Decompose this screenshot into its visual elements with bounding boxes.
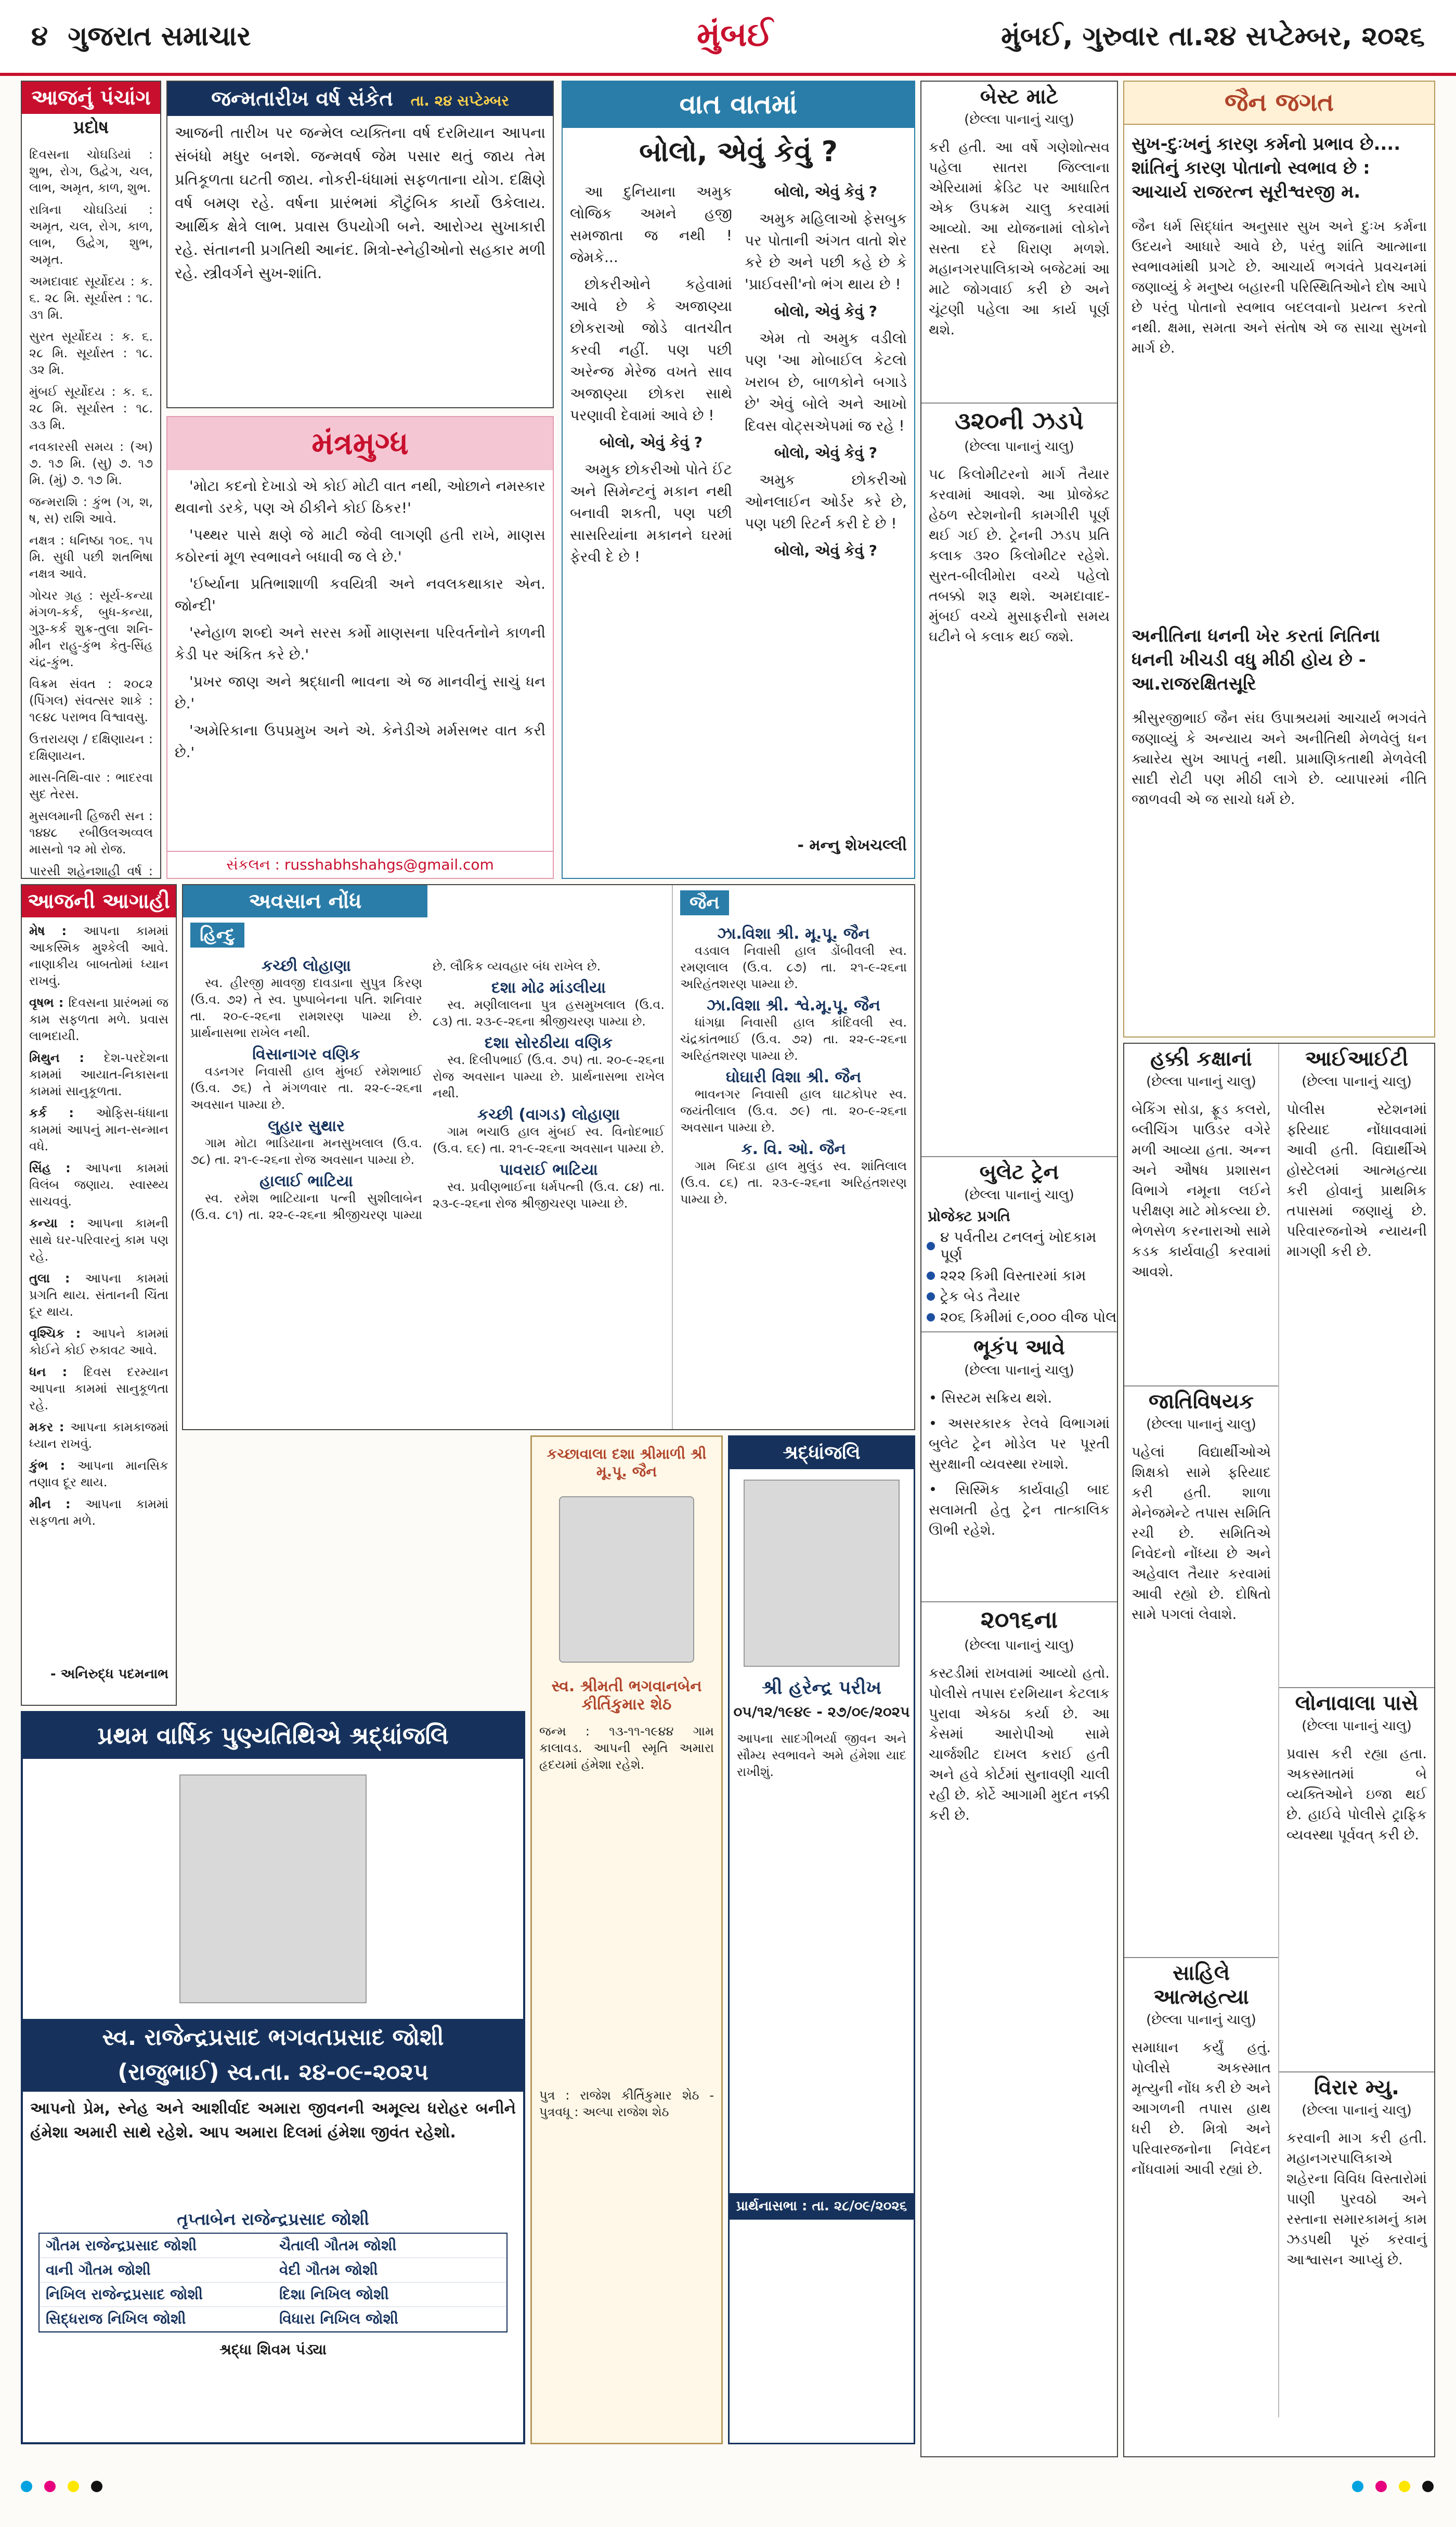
horoscope-entry (29, 1496, 168, 1529)
horoscope-text: દિવસ દરમ્યાન આપના કામમાં સાનુકૂળતા રહે. (29, 1365, 168, 1412)
panchang-line: નક્ષત્ર : ધનિષ્ઠા ૧૦૬. ૧૫ મિ. સુધી પછી શતભિષા નક્ષત્ર આવે. (29, 533, 153, 581)
page-number-and-paper (31, 21, 251, 53)
ad-joshi-family (38, 2233, 508, 2332)
jativishayak-title: જાતિવિષયક (1148, 1390, 1254, 1414)
horoscope-sign: મીન : (29, 1497, 85, 1511)
birthday-box (166, 81, 554, 408)
aagahi-box (21, 884, 177, 1706)
obituary-text: વડનગર નિવાસી હાલ મુંબઈ રમેશભાઈ (ઉ.વ. ૭૬) તે મંગળવાર તા. ૨૨-૯-૨૬ના અવસાન પામ્યા છે. (190, 1064, 422, 1112)
horoscope-text: આપના માનસિક તણાવ દૂર થાય. (29, 1458, 168, 1489)
horoscope-entry (29, 1325, 168, 1358)
virar-sub: (છેલ્લા પાનાનું ચાલુ) (1302, 2103, 1412, 2118)
ad-joshi-message: આપનો પ્રેમ, સ્નેહ અને આશીર્વાદ અમારા જીવનની અમૂલ્ય ધરોહર બનીને હંમેશા અમારી સાથે રહેશે. આપ અમારા દિલમાં હંમેશા જીવંત રહેશો. (30, 2100, 516, 2142)
ad-joshi-name: સ્વ. રાજેન્દ્રપ્રસાદ ભગવતપ્રસાદ જોશી (23, 2019, 523, 2056)
bullet-fact-text: ટ્રેક બેડ તૈયાર (940, 1288, 1021, 1305)
horoscope-sign: મિથુન : (29, 1051, 104, 1065)
ad-parikh-prayer: પ્રાર્થનાસભા : તા. ૨૮/૦૯/૨૦૨૬ (730, 2193, 914, 2220)
ad-joshi-footer: શ્રદ્ધા શિવમ પંડ્યા (219, 2341, 327, 2358)
horoscope-text: આપના કામમાં પ્રગતિ થાય. સંતાનની ચિંતા દૂર થાય. (29, 1271, 168, 1319)
obituary-heading: કચ્છી લોહાણા (262, 957, 351, 975)
horoscope-text: આપને કામમાં કોઈને કોઈ રુકાવટ આવે. (29, 1326, 168, 1357)
ad-parikh-heading: શ્રદ્ધાંજલિ (730, 1437, 914, 1469)
jain-headline-2: અનીતિના ધનની ખેર કરતાં નિતિના ધનની ખીચડી વધુ મીઠી હોય છે - આ.રાજરક્ષિતસૂરિ (1132, 626, 1380, 694)
bhukamp-title: ભૂકંપ આવે (973, 1336, 1065, 1359)
horoscope-text: આપના કામની સાથે ઘર-પરિવારનું કામ પણ રહે. (29, 1216, 168, 1264)
mantra-quote: 'પથ્થર પાસે ક્ષણે જે માટી જેવી લાગણી હતી રાખે, માણસ કઠોરનાં મૂળ સ્વભાવને બધાવી જ લે છે.' (175, 526, 545, 565)
obituary-heading: ઝા.વિશા શ્રી. શ્વે.મૂ.પૂ. જૈન (707, 996, 880, 1015)
year2016-sub: (છેલ્લા પાનાનું ચાલુ) (964, 1638, 1074, 1653)
panchang-line: મુસલમાની હિજરી સન : ૧૪૪૮ રબીઉલઅવ્વલ માસનો ૧૨ મો રોજ. (29, 809, 153, 857)
mantra-quote: 'અમેરિકાના ઉપપ્રમુખ અને એ. કેનેડીએ મર્મસભર વાત કરી છે.' (175, 722, 545, 761)
jativishayak-text: પહેલાં વિદ્યાર્થીઓએ શિક્ષકો સામે ફરિયાદ કરી હતી. શાળા મેનેજમેન્ટે તપાસ સમિતિ રચી છે. સમિતિએ નિવેદનો નોંધ્યા છે અને અહેવાલ તૈયાર કરવામાં આવી રહ્યો છે. દોષિતો સામે પગલાં લેવાશે. (1132, 1444, 1271, 1623)
lonavala-sub: (છેલ્લા પાનાનું ચાલુ) (1302, 1718, 1412, 1734)
iit-sub: (છેલ્લા પાનાનું ચાલુ) (1302, 1074, 1412, 1090)
bullet-fact-row (921, 1288, 1117, 1305)
vaat-paragraph: અમુક છોકરીઓ પોતે ઈંટ અને સિમેન્ટનું મકાન નથી બનાવી શકતી, પણ પછી સાસરિયાંના મકાનને ઘરમાં ફેરવી દે છે ! (570, 461, 732, 565)
panchang-line: સુરત સૂર્યોદય : ક. ૬. ૨૮ મિ. સૂર્યાસ્ત : ૧૮. ૩૨ મિ. (29, 329, 153, 377)
yellow-dot-icon (68, 2481, 79, 2492)
avsan-box (182, 884, 915, 1430)
year2016-text: કસ્ટડીમાં રાખવામાં આવ્યો હતો. પોલીસે તપાસ દરમિયાન કેટલાક પુરાવા એકઠા કર્યા છે. આ કેસમાં આરોપીઓ સામે ચાર્જશીટ દાખલ કરાઈ હતી અને હવે કોર્ટમાં સુનાવણી ચાલી રહી છે. કોર્ટે આગામી મુદત નક્કી કરી છે. (929, 1665, 1110, 1823)
horoscope-entry (29, 994, 168, 1044)
bhukamp-point: • સિસ્મિક કાર્યવાહી બાદ સલામતી હેતુ ટ્રેન તાત્કાલિક ઊભી રહેશે. (929, 1482, 1110, 1538)
black-dot-icon (91, 2481, 102, 2492)
bullet-dot-icon (927, 1292, 935, 1301)
jain-text-2: શ્રીસુરજીભાઈ જૈન સંઘ ઉપાશ્રયમાં આચાર્ય ભગવંતે જણાવ્યું કે અન્યાય અને અનીતિથી મેળવેલું ધન ક્યારેય સુખ આપતું નથી. પ્રામાણિકતાથી મેળવેલી સાદી રોટી પણ મીઠી લાગે છે. વ્યાપારમાં નીતિ જાળવવી એ જ સાચો ધર્મ છે. (1132, 710, 1427, 808)
panchang-line: અમદાવાદ સૂર્યોદય : ક. ૬. ૨૮ મિ. સૂર્યાસ્ત : ૧૮. ૩૧ મિ. (29, 274, 153, 322)
divider (1124, 1957, 1278, 1958)
obituary-text: સ્વ. હીરજી માવજી દાવડાના સુપુત્ર કિરણ (ઉ.વ. ૭૨) તે સ્વ. પુષ્પાબેનના પતિ. શનિવાર તા. ૨૦-૯-૨૬ના રામશરણ પામ્યા છે. પ્રાર્થનાસભા રાખેલ નથી. (190, 976, 422, 1040)
cyan-dot-icon (1352, 2481, 1363, 2492)
avsan-category-hindu: હિન્દુ (190, 923, 244, 948)
aagahi-list (22, 917, 176, 1666)
hakki-title: હક્કી કક્ષાનાં (1150, 1047, 1252, 1071)
panchang-line: જન્મરાશિ : કુંભ (ગ, શ, ષ, સ) રાશિ આવે. (29, 495, 153, 526)
horoscope-sign: સિંહ : (29, 1161, 86, 1175)
jativishayak-sub: (છેલ્લા પાનાનું ચાલુ) (1146, 1417, 1256, 1432)
aagahi-author: - અનિરુદ્ધ પદમનાભ (50, 1666, 168, 1682)
vaat-paragraph: બોલો, એવું કેવું ? (774, 542, 877, 559)
obituary-text: ભાવનગર નિવાસી હાલ ઘાટકોપર સ્વ. જયંતીલાલ (ઉ.વ. ૭૯) તા. ૨૦-૯-૨૬ના અવસાન પામ્યા છે. (680, 1087, 907, 1135)
panchang-line: વિક્રમ સંવત : ૨૦૮૨ (પિંગલ) સંવત્સર શાકે : ૧૯૪૮ પરાભવ વિશ્વાવસુ. (29, 677, 153, 724)
ad-sheth-name: સ્વ. શ્રીમતી ભગવાનબેન કીર્તિકુમાર શેઠ (551, 1677, 702, 1714)
portrait-photo (559, 1496, 694, 1663)
avsan-category-jain: જૈન (680, 890, 729, 915)
dateline: મુંબઈ, ગુરુવાર તા.૨૪ સપ્ટેમ્બર, ૨૦૨૬ (1001, 21, 1425, 52)
vaat-paragraph: બોલો, એવું કેવું ? (774, 444, 877, 461)
mantra-contact: સંકલન : russhabhshahgs@gmail.com (167, 851, 553, 878)
bullet-fact-text: ૨૦૬ કિમીમાં ૯,૦૦૦ વીજ પોલ (940, 1308, 1117, 1326)
news-column-6-7 (1123, 1043, 1435, 2457)
best-mate-title: બેસ્ટ માટે (980, 85, 1059, 109)
hakki-text: બેકિંગ સોડા, ફ્રૂડ કલરો, બ્લીચિંગ પાઉડર વગેરે મળી આવ્યા હતા. અન્ન અને ઔષધ પ્રશાસન વિભાગે નમૂના લઈને પરીક્ષણ માટે મોકલ્યા છે. ભેળસેળ કરનારાઓ સામે કડક કાર્યવાહી કરવામાં આવશે. (1132, 1101, 1271, 1280)
vaat-headline: બોલો, એવું કેવું ? (639, 135, 838, 168)
bullet-fact-text: ૪ પર્વતીય ટનલનું ખોદકામ પૂર્ણ (940, 1228, 1097, 1263)
vaat-box (562, 81, 915, 879)
family-member-name: દિશા નિખિલ જોશી (273, 2283, 506, 2307)
horoscope-text: દિવસના પ્રારંભમાં જ કામ સફળતા મળે. પ્રવાસ લાભદાયી. (29, 995, 168, 1043)
horoscope-sign: તુલા : (29, 1271, 85, 1286)
registration-marks-left (21, 2481, 112, 2496)
bullet-fact-row (921, 1267, 1117, 1285)
year2016-title: ૨૦૧૬ના (980, 1605, 1058, 1634)
horoscope-sign: કર્ક : (29, 1106, 96, 1120)
panchang-lines (22, 141, 160, 879)
ad-sheth-heading: કચ્છાવાલા દશા શ્રીમાળી શ્રી મૂ.પૂ. જૈન (547, 1445, 707, 1480)
horoscope-text: આપના કામમાં વિલંબ જણાય. સ્વાસ્થ્ય સાચવવું. (29, 1161, 168, 1209)
portrait-photo (744, 1480, 900, 1667)
black-dot-icon (1422, 2481, 1434, 2492)
bullet-fact-text: ૨૨૨ કિમી વિસ્તારમાં કામ (940, 1267, 1086, 1284)
divider (921, 1331, 1117, 1332)
panchang-subtitle: પ્રદોષ (73, 117, 109, 138)
obituary-heading: હાલાઈ ભાટિયા (259, 1172, 353, 1190)
family-member-name: વાની ગૌતમ જોશી (40, 2258, 273, 2283)
registration-marks-right (1352, 2481, 1443, 2496)
virar-title: વિરાર મ્યુ. (1314, 2076, 1400, 2100)
bullet-train-sub: (છેલ્લા પાનાનું ચાલુ) (964, 1187, 1074, 1203)
panchang-box (21, 81, 161, 879)
mantra-quote: 'મોટા કદનો દેખાડો એ કોઈ મોટી વાત નથી, ઓછાને નમસ્કાર થવાનો ડરકે, પણ એ ઠીકીને કોઈ ઠિકર!' (175, 477, 545, 516)
zadap-sub: (છેલ્લા પાનાનું ચાલુ) (964, 439, 1074, 455)
page-number: ૪ (31, 21, 48, 52)
sahil-sub: (છેલ્લા પાનાનું ચાલુ) (1146, 2012, 1256, 2028)
vaat-paragraph: છોકરીઓને કહેવામાં આવે છે કે અજાણ્યા છોકરાઓ જોડે વાતચીત કરવી નહીં. પણ પછી અરેન્જ મેરેજ વખતે સાવ અજાણ્યા છોકરા સાથે પરણાવી દેવામાં આવે છે ! (570, 276, 732, 424)
vaat-paragraph: બોલો, એવું કેવું ? (600, 434, 703, 451)
mantra-quotes (167, 470, 553, 774)
family-member-name: સિદ્ધરાજ નિખિલ જોશી (40, 2307, 273, 2331)
horoscope-text: આપના કામમાં સફળતા મળે. (29, 1497, 168, 1528)
aagahi-title: આજની આગાહી (22, 885, 176, 917)
panchang-line: ઉત્તરાયણ / દક્ષિણાયન : દક્ષિણાયન. (29, 732, 153, 763)
virar-text: કરવાની માગ કરી હતી. મહાનગરપાલિકાએ શહેરના વિવિધ વિસ્તારોમાં પાણી પુરવઠો અને રસ્તાના સમારકામનું કામ ઝડપથી પૂરું કરવાનું આશ્વાસન આપ્યું છે. (1286, 2130, 1427, 2268)
iit-title: આઈઆઈટી (1305, 1047, 1409, 1071)
panchang-title: આજનું પંચાંગ (22, 82, 160, 114)
obituary-text: સ્વ. પ્રવીણભાઈના ધર્મપત્ની (ઉ.વ. ૮૪) તા. ૨૩-૯-૨૬ના રોજ શ્રીજીચરણ પામ્યા છે. (433, 1180, 665, 1211)
yellow-dot-icon (1399, 2481, 1410, 2492)
obituary-text: સ્વ. દિલીપભાઈ (ઉ.વ. ૭૫) તા. ૨૦-૯-૨૬ના રોજ અવસાન પામ્યા છે. પ્રાર્થનાસભા રાખેલ નથી. (433, 1053, 665, 1100)
horoscope-sign: મકર : (29, 1420, 71, 1434)
vaat-body (563, 176, 914, 836)
avsan-title: અવસાન નોંધ (183, 885, 427, 917)
hakki-sub: (છેલ્લા પાનાનું ચાલુ) (1146, 1074, 1256, 1090)
lonavala-text: પ્રવાસ કરી રહ્યા હતા. અકસ્માતમાં બે વ્યક્તિઓને ઇજા થઈ છે. હાઈવે પોલીસે ટ્રાફિક વ્યવસ્થા પૂર્વવત્ કરી છે. (1286, 1746, 1427, 1843)
bullet-facts-title: પ્રોજેક્ટ પ્રગતિ (928, 1208, 1010, 1225)
ad-parikh-name: શ્રી હરેન્દ્ર પરીખ (761, 1677, 882, 1699)
obituary-heading: પાવરાઈ ભાટિયા (499, 1161, 598, 1179)
portrait-photo (179, 1774, 367, 2003)
obituary-text: ગામ ભચાઉ હાલ મુંબઈ સ્વ. વિનોદભાઈ (ઉ.વ. ૬૯) તા. ૨૧-૯-૨૬ના અવસાન પામ્યા છે. (433, 1124, 665, 1156)
horoscope-text: આપના કામકાજમાં ધ્યાન રાખવું. (29, 1420, 168, 1451)
bullet-dot-icon (927, 1242, 935, 1250)
horoscope-entry (29, 1270, 168, 1320)
mantra-title: મંત્રમુગ્ધ (167, 417, 553, 470)
bhukamp-point: • સિસ્ટમ સક્રિય થશે. (929, 1390, 1052, 1406)
family-member-name: વિધારા નિખિલ જોશી (273, 2307, 506, 2331)
cyan-dot-icon (21, 2481, 32, 2492)
divider (921, 1156, 1117, 1157)
ad-parikh-dates: ૦૫/૧૨/૧૯૪૯ - ૨૭/૦૯/૨૦૨૫ (733, 1703, 910, 1720)
ad-joshi-nickname: (રાજુભાઈ) સ્વ.તા. ૨૪-૦૯-૨૦૨૫ (23, 2056, 523, 2092)
obituary-text: વડવાલ નિવાસી હાલ ડોંબીવલી સ્વ. રમણલાલ (ઉ.વ. ૮૭) તા. ૨૧-૯-૨૬ના અરિહંતશરણ પામ્યા છે. (680, 943, 907, 991)
mantra-quote: 'પ્રખર જાણ અને શ્રદ્ધાની ભાવના એ જ માનવીનું સાચું ધન છે.' (175, 673, 545, 712)
ad-parikh (728, 1435, 915, 2444)
bhukamp-points (921, 1383, 1117, 1601)
obituary-heading: દશા સોરઠીયા વણિક (484, 1034, 613, 1052)
jain-box (1123, 81, 1435, 1038)
obituary-text: ગામ મોટા ભાડિયાના મનસુખલાલ (ઉ.વ. ૭૮) તા. ૨૧-૯-૨૬ના રોજ અવસાન પામ્યા છે. (190, 1136, 422, 1167)
jain-avsan-entries (673, 921, 914, 1420)
horoscope-entry (29, 1160, 168, 1210)
birthday-title: જન્મતારીખ વર્ષ સંકેત (211, 87, 393, 111)
panchang-line: મુંબઈ સૂર્યોદય : ક. ૬. ૨૮ મિ. સૂર્યાસ્ત : ૧૮. ૩૩ મિ. (29, 384, 153, 432)
horoscope-sign: વૃશ્ચિક : (29, 1326, 92, 1341)
best-mate-sub: (છેલ્લા પાનાનું ચાલુ) (964, 112, 1074, 127)
obituary-text: સ્વ. રમેશ ભાટિયાના પત્ની સુશીલાબેન (ઉ.વ. ૮૧) તા. ૨૨-૯-૨૬ના શ્રીજીચરણ પામ્યા છે. લૌકિક વ્યવહાર બંધ રાખેલ છે. (190, 959, 601, 1222)
horoscope-text: ઓફિસ-ધંધાના કામમાં આપનું માન-સન્માન વધે. (29, 1106, 168, 1154)
obituary-heading: ક. વિ. ઓ. જૈન (741, 1140, 846, 1158)
zadap-title: ૩૨૦ની ઝડપે (955, 407, 1084, 435)
family-member-name: ચૈતાલી ગૌતમ જોશી (273, 2234, 506, 2258)
divider (921, 1601, 1117, 1602)
bullet-train-title: બુલેટ ટ્રેન (979, 1160, 1059, 1184)
family-member-name: નિખિલ રાજેન્દ્રપ્રસાદ જોશી (40, 2283, 273, 2307)
obituary-heading: વિસાનાગર વણિક (252, 1045, 360, 1064)
bullet-dot-icon (927, 1272, 935, 1280)
news-column-5 (920, 81, 1118, 2457)
paper-name: ગુજરાત સમાચાર (68, 21, 251, 52)
bullet-dot-icon (927, 1313, 935, 1321)
horoscope-sign: કુંભ : (29, 1458, 77, 1473)
horoscope-entry (29, 1105, 168, 1155)
ad-sheth (530, 1435, 723, 2444)
obituary-heading: લુહાર સુથાર (268, 1117, 345, 1135)
vaat-paragraph: એમ તો અમુક વડીલો પણ 'આ મોબાઈલ કેટલો ખરાબ છે, બાળકોને બગાડે છે' એવું બોલે અને આખો દિવસ વોટ્સએપમાં જ રહે ! (745, 330, 907, 434)
panchang-line: રાત્રિના ચોઘડિયાં : અમૃત, ચલ, રોગ, કાળ, લાભ, ઉદ્વેગ, શુભ, અમૃત. (29, 202, 153, 267)
horoscope-text: દેશ-પરદેશના કામમાં આયાત-નિકાસના કામમાં સાનુકૂળતા. (29, 1051, 168, 1098)
divider (921, 403, 1117, 404)
vaat-paragraph: અમુક મહિલાઓ ફેસબુક પર પોતાની અંગત વાતો શેર કરે છે અને પછી કહે છે કે 'પ્રાઈવસી'નો ભંગ થાય છે ! (745, 210, 907, 293)
ad-joshi-heading: પ્રથમ વાર્ષિક પુણ્યતિથિએ શ્રદ્ધાંજલિ (23, 1713, 523, 1759)
bullet-facts-list (921, 1228, 1117, 1326)
panchang-line: પારસી શહેનશાહી વર્ષ : (29, 864, 153, 878)
obituary-heading: ઘોઘારી વિશા શ્રી. જૈન (725, 1068, 862, 1086)
sahil-title: સાહિલે આત્મહત્યા (1153, 1961, 1249, 2009)
mantra-quote: 'સ્નેહાળ શબ્દો અને સરસ કર્મો માણસના પરિવર્તનોને કાળની કેડી પર અંકિત કરે છે.' (175, 624, 545, 663)
jain-headline: સુખ-દુઃખનું કારણ કર્મનો પ્રભાવ છે.... શાંતિનું કારણ પોતાનો સ્વભાવ છે : આચાર્ય રાજરત્ન સૂરીશ્વરજી મ. (1132, 134, 1401, 202)
panchang-line: માસ-તિથિ-વાર : ભાદરવા સુદ તેરસ. (29, 770, 153, 801)
horoscope-sign: વૃષભ : (29, 995, 69, 1010)
vaat-paragraph: આ દુનિયાના અમુક લોજિક અમને હજી સમજાતા જ નથી ! જેમકે... (570, 183, 732, 266)
birthday-date: તા. ૨૪ સપ્ટેમ્બર (410, 92, 509, 109)
horoscope-text: આપના કામમાં આકસ્મિક મુશ્કેલી આવે. નાણાકીય બાબતોમાં ધ્યાન રાખવું. (29, 924, 169, 988)
vaat-paragraph: અમુક છોકરીઓ ઓનલાઈન ઓર્ડર કરે છે, પણ પછી રિટર્ન કરી દે છે ! (745, 471, 907, 532)
horoscope-entry (29, 1457, 168, 1491)
zadap-text: ૫૮ કિલોમીટરનો માર્ગ તૈયાર કરવામાં આવશે. આ પ્રોજેક્ટ હેઠળ સ્ટેશનોની કામગીરી પૂર્ણ થઈ ગઈ છે. ટ્રેનની ઝડપ પ્રતિ કલાક ૩૨૦ કિલોમીટર રહેશે. સુરત-બીલીમોરા વચ્ચે પહેલો તબક્કો શરૂ થશે. અમદાવાદ-મુંબઈ વચ્ચે મુસાફરીનો સમય ઘટીને બે કલાક થઈ જશે. (929, 466, 1110, 645)
vaat-paragraph: બોલો, એવું કેવું ? (774, 303, 877, 320)
ad-joshi (21, 1711, 525, 2444)
obituary-heading: ઝા.વિશા શ્રી. મૂ.પૂ. જૈન (717, 925, 870, 943)
vaat-author: - મન્નુ શેખચલ્લી (797, 836, 907, 854)
bhukamp-sub: (છેલ્લા પાનાનું ચાલુ) (964, 1363, 1074, 1378)
ad-joshi-family-head: તૃપ્તાબેન રાજેન્દ્રપ્રસાદ જોશી (177, 2209, 369, 2229)
lonavala-title: લોનાવાલા પાસે (1295, 1691, 1419, 1715)
obituary-text: ગામ બિદડા હાલ મુલુંડ સ્વ. શાંતિલાલ (ઉ.વ. ૮૬) તા. ૨૩-૯-૨૬ના અરિહંતશરણ પામ્યા છે. (680, 1159, 907, 1207)
obituary-text: ધાંગધ્રા નિવાસી હાલ કાંદિવલી સ્વ. ચંદ્રકાંતભાઈ (ઉ.વ. ૭૨) તા. ૨૨-૯-૨૬ના અરિહંતશરણ પામ્યા છે. (680, 1015, 907, 1063)
ad-sheth-text: જન્મ : ૧૩-૧૧-૧૯૪૪ ગામ કાલાવડ. આપની સ્મૃતિ અમારા હૃદયમાં હંમેશા રહેશે. (539, 1724, 714, 1772)
panchang-line: ગોચર ગ્રહ : સૂર્ય-કન્યા મંગળ-કર્ક, બુધ-કન્યા, ગુરૂ-કર્ક શુક્ર-તુલા શનિ-મીન રાહુ-કુંભ કેતુ-સિંહ ચંદ્ર-કુંભ. (29, 588, 153, 669)
best-mate-text: કરી હતી. આ વર્ષે ગણેશોત્સવ પહેલા સાતરા જિલ્લાના એરિયામાં ક્રેડિટ પર આધારિત એક ઉપક્રમ ચાલુ કરવામાં આવ્યો. આ યોજનામાં લોકોને સસ્તા દરે ધિરાણ મળશે. મહાનગરપાલિકાએ બજેટમાં આ માટે જોગવાઈ કરી છે અને ચૂંટણી પહેલા આ કાર્ય પૂર્ણ થશે. (929, 139, 1110, 338)
horoscope-sign: મેષ : (29, 924, 84, 938)
obituary-text: સ્વ. મણીલાલના પુત્ર હસમુખલાલ (ઉ.વ. ૮૩) તા. ૨૩-૯-૨૬ના શ્રીજીચરણ પામ્યા છે. (433, 997, 665, 1029)
horoscope-entry (29, 1419, 168, 1452)
jain-text: જૈન ધર્મ સિદ્ધાંત અનુસાર સુખ અને દુઃખ કર્મના ઉદયને આધારે આવે છે, પરંતુ શાંતિ આત્માના સ્વભાવમાંથી પ્રગટે છે. આચાર્ય ભગવંતે પ્રવચનમાં જણાવ્યું કે મનુષ્ય બહારની પરિસ્થિતિઓને દોષ આપે છે પરંતુ પોતાનો સ્વભાવ બદલવાનો પ્રયત્ન કરતો નથી. ક્ષમા, સમતા અને સંતોષ એ જ સાચા સુખનો માર્ગ છે. (1132, 218, 1427, 356)
vaat-paragraph: બોલો, એવું કેવું ? (774, 183, 877, 200)
jain-title: જૈન જગત (1124, 82, 1434, 125)
avsan-entries (183, 953, 672, 1421)
horoscope-sign: ધન : (29, 1365, 84, 1379)
panchang-line: નવકારસી સમય : (અ) ૭. ૧૭ મિ. (સુ) ૭. ૧૭ મિ. (મું) ૭. ૧૭ મિ. (29, 439, 153, 487)
mantra-quote: 'ઈર્ષ્યાના પ્રતિભાશાળી કવયિત્રી અને નવલકથાકાર એન. જોન્દી' (175, 575, 545, 614)
divider (1279, 2071, 1434, 2072)
section-name: મુંબઈ (697, 16, 773, 54)
panchang-line: દિવસના ચોઘડિયાં : શુભ, રોગ, ઉદ્વેગ, ચલ, લાભ, અમૃત, કાળ, શુભ. (29, 147, 153, 195)
bhukamp-point: • અસરકારક રેલવે વિભાગમાં બુલેટ ટ્રેન મોડેલ પર પૂરતી સુરક્ષાની વ્યવસ્થા રખાશે. (929, 1416, 1110, 1472)
vaat-section-title: વાત વાતમાં (563, 82, 914, 128)
divider (1279, 1687, 1434, 1688)
horoscope-entry (29, 1215, 168, 1265)
divider (1124, 1385, 1278, 1386)
bullet-fact-row (921, 1228, 1117, 1264)
bullet-fact-row (921, 1308, 1117, 1326)
horoscope-entry (29, 1049, 168, 1099)
magenta-dot-icon (1375, 2481, 1387, 2492)
family-member-name: વેદી ગૌતમ જોશી (273, 2258, 506, 2283)
ad-sheth-family: પુત્ર : રાજેશ કીર્તિકુમાર શેઠ - પુત્રવધૂ : અલ્પા રાજેશ શેઠ (539, 2088, 714, 2119)
birthday-text: આજની તારીખ પર જન્મેલ વ્યક્તિના વર્ષ દરમિયાન આપના સંબંધો મધુર બનશે. જન્મવર્ષ જેમ પસાર થતું જાય તેમ પ્રતિકૂળતા ઘટતી જાય. નોકરી-ધંધામાં સફળતાના યોગ. દક્ષિણે વર્ષ બમણ રહે. વર્ષના પ્રારંભમાં કૌટુંબિક કાર્યો ઉકેલાય. આર્થિક ક્ષેત્રે લાભ. પ્રવાસ ઉપયોગી બને. આરોગ્ય સુખાકારી રહે. સંતાનની પ્રગતિથી આનંદ. મિત્રો-સ્નેહીઓનો સહકાર મળી રહે. સ્ત્રીવર્ગને સુખ-શાંતિ. (175, 124, 545, 282)
obituary-heading: કચ્છી (વાગડ) લોહાણા (477, 1106, 620, 1124)
obituary-heading: દશા મોઢ માંડલીયા (491, 979, 606, 997)
iit-text: પોલીસ સ્ટેશનમાં ફરિયાદ નોંધાવવામાં આવી હતી. વિદ્યાર્થીએ હોસ્ટેલમાં આત્મહત્યા કરી હોવાનું પ્રાથમિક તપાસમાં જણાયું છે. પરિવારજનોએ ન્યાયની માગણી કરી છે. (1286, 1101, 1427, 1260)
horoscope-sign: કન્યા : (29, 1216, 87, 1230)
family-member-name: ગૌતમ રાજેન્દ્રપ્રસાદ જોશી (40, 2234, 273, 2258)
magenta-dot-icon (44, 2481, 56, 2492)
birthday-heading (167, 82, 553, 116)
sahil-text: સમાધાન કર્યું હતું. પોલીસે અકસ્માત મૃત્યુની નોંધ કરી છે અને આગળની તપાસ હાથ ધરી છે. મિત્રો અને પરિવારજનોના નિવેદન નોંધવામાં આવી રહ્યાં છે. (1132, 2040, 1271, 2178)
mantra-box (166, 416, 554, 879)
ad-parikh-text: આપના સાદગીભર્યા જીવન અને સૌમ્ય સ્વભાવને અમે હંમેશા યાદ રાખીશું. (737, 1731, 906, 1779)
horoscope-entry (29, 1364, 168, 1414)
horoscope-entry (29, 923, 168, 989)
